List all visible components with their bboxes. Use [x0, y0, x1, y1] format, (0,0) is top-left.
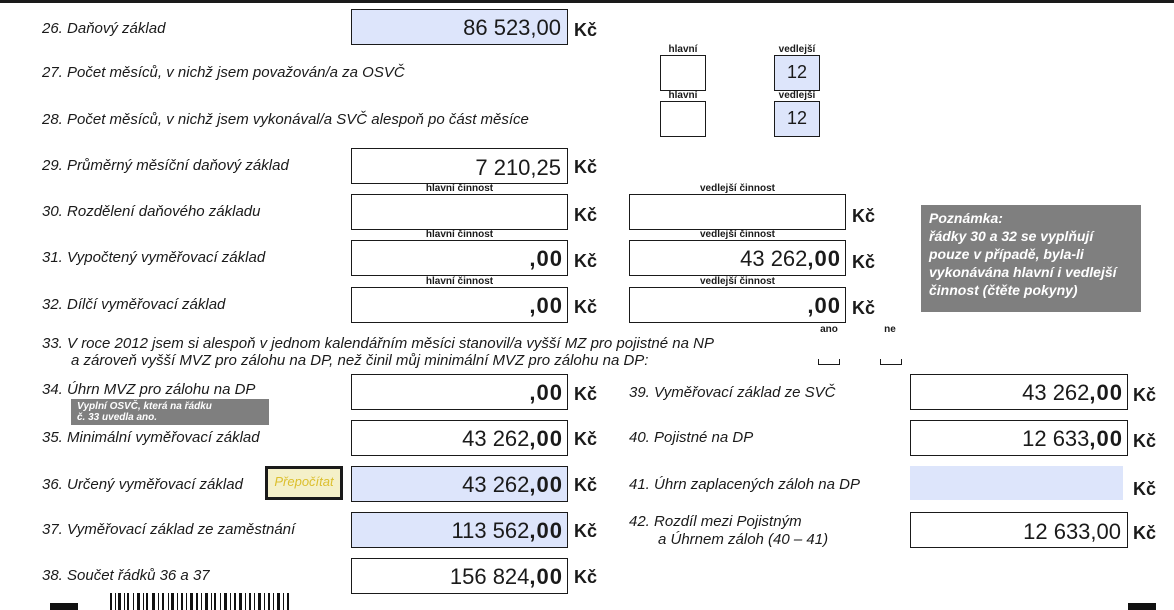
row37-int: 113 562: [451, 518, 530, 543]
row27-side-value: 12: [786, 62, 808, 82]
row36-label: 36. Určený vyměřovací základ: [42, 476, 243, 493]
row26-currency: Kč: [574, 20, 598, 40]
row34-amount: [529, 380, 563, 406]
row27-header-main: hlavní: [668, 44, 698, 55]
note-line2: řádky 30 a 32 se vyplňují: [929, 228, 1094, 244]
top-border-line: [0, 0, 1174, 3]
row31-header-side: vedlejší činnost: [699, 229, 776, 240]
row35-amount: [462, 426, 563, 452]
row32-header-main: hlavní činnost: [425, 276, 494, 287]
row31-side-dec: ,00: [807, 246, 841, 271]
row35-int: 43 262: [462, 426, 530, 451]
row42-line2: a Úhrnem záloh (40 – 41): [658, 531, 829, 548]
row26-label: 26. Daňový základ: [42, 20, 166, 37]
row30-side-field[interactable]: [629, 194, 846, 230]
row37-label: 37. Vyměřovací základ ze zaměstnání: [42, 521, 296, 538]
row31-currency-side: Kč: [852, 252, 876, 272]
row33-line2: a zároveň vyšší MVZ pro zálohu na DP, než činil můj minimální MVZ pro zálohu na DP:: [71, 352, 649, 369]
row26-field[interactable]: [351, 9, 568, 45]
row34-currency: Kč: [574, 384, 598, 404]
row37-dec: ,00: [529, 518, 563, 543]
recalculate-button[interactable]: Přepočítat: [265, 466, 343, 500]
row34-hint: [71, 399, 269, 425]
row35-dec: ,00: [529, 426, 563, 451]
row31-side-field[interactable]: [629, 240, 846, 276]
row40-label: 40. Pojistné na DP: [629, 429, 754, 446]
row27-header-side: vedlejší: [778, 44, 816, 55]
row34-field[interactable]: [351, 374, 568, 410]
row27-label: 27. Počet měsíců, v nichž jsem považován/a za OSVČ: [42, 64, 405, 81]
row37-amount: [452, 518, 564, 544]
row28-side-value: 12: [786, 108, 808, 128]
row32-side-field[interactable]: [629, 287, 846, 323]
row39-currency: Kč: [1133, 385, 1157, 405]
row28-main-field[interactable]: [660, 101, 706, 137]
registration-mark-right: [1128, 603, 1156, 610]
row39-dec: ,00: [1089, 380, 1123, 405]
row29-value: 7 210,25: [475, 155, 561, 180]
row38-field[interactable]: [351, 558, 568, 594]
row31-currency-main: Kč: [574, 251, 598, 271]
row35-currency: Kč: [574, 429, 598, 449]
row33-line1: 33. V roce 2012 jsem si alespoň v jednom kalendářním měsíci stanovil/a vyšší MZ pro pojistné na NP: [42, 335, 714, 352]
row40-currency: Kč: [1133, 431, 1157, 451]
row27-main-field[interactable]: [660, 55, 706, 91]
row31-side-int: 43 262: [740, 246, 808, 271]
row40-int: 12 633: [1022, 426, 1090, 451]
row39-int: 43 262: [1022, 380, 1090, 405]
note-line1: Poznámka:: [929, 210, 1003, 226]
row34-hint-line2: č. 33 uvedla ano.: [77, 412, 158, 423]
row38-label: 38. Součet řádků 36 a 37: [42, 567, 210, 584]
row35-label: 35. Minimální vyměřovací základ: [42, 429, 260, 446]
row40-dec: ,00: [1089, 426, 1123, 451]
row41-field[interactable]: [910, 466, 1123, 500]
row31-header-main: hlavní činnost: [425, 229, 494, 240]
row30-header-side: vedlejší činnost: [699, 183, 776, 194]
row42-line1: 42. Rozdíl mezi Pojistným: [629, 513, 802, 530]
row31-main-amount: [529, 246, 563, 272]
row40-field[interactable]: [910, 420, 1128, 456]
note-line5: činnost (čtěte pokyny): [929, 282, 1078, 298]
row30-header-main: hlavní činnost: [425, 183, 494, 194]
row38-amount: [450, 564, 563, 590]
row32-header-side: vedlejší činnost: [699, 276, 776, 287]
row36-int: 43 262: [462, 472, 530, 497]
row30-main-field[interactable]: [351, 194, 568, 230]
note-line4: vykonávána hlavní i vedlejší: [929, 264, 1117, 280]
row32-currency-main: Kč: [574, 297, 598, 317]
row38-int: 156 824: [449, 564, 530, 589]
row28-header-main: hlavní: [668, 90, 698, 101]
row29-currency: Kč: [574, 157, 598, 177]
row30-label: 30. Rozdělení daňového základu: [42, 203, 261, 220]
row38-dec: ,00: [529, 564, 563, 589]
row39-label: 39. Vyměřovací základ ze SVČ: [629, 384, 836, 401]
row32-main-field[interactable]: [351, 287, 568, 323]
row28-label: 28. Počet měsíců, v nichž jsem vykonával/a SVČ alespoň po část měsíce: [42, 111, 529, 128]
row34-label: 34. Úhrn MVZ pro zálohu na DP: [42, 381, 256, 398]
row42-value: 12 633,00: [1023, 519, 1121, 544]
row32-side-dec: ,00: [807, 293, 841, 318]
row32-main-amount: [529, 293, 563, 319]
row41-label: 41. Úhrn zaplacených záloh na DP: [629, 476, 860, 493]
row40-amount: [1022, 426, 1123, 452]
row37-currency: Kč: [574, 521, 598, 541]
row32-label: 32. Dílčí vyměřovací základ: [42, 296, 226, 313]
row39-field[interactable]: [910, 374, 1128, 410]
row28-header-side: vedlejší: [778, 90, 816, 101]
barcode: [110, 593, 290, 610]
row37-field[interactable]: [351, 512, 568, 548]
row26-value: 86 523,00: [463, 15, 561, 40]
note-box: [921, 205, 1141, 312]
row36-field[interactable]: [351, 466, 568, 502]
row33-no-label: ne: [884, 324, 896, 335]
row35-field[interactable]: [351, 420, 568, 456]
row33-yes-label: ano: [820, 324, 838, 335]
row31-main-dec: ,00: [529, 246, 563, 271]
row41-currency: Kč: [1133, 479, 1157, 499]
note-line3: pouze v případě, byla-li: [929, 246, 1084, 262]
row29-field[interactable]: [351, 148, 568, 184]
row32-currency-side: Kč: [852, 298, 876, 318]
row42-currency: Kč: [1133, 523, 1157, 543]
registration-mark-left: [50, 603, 78, 610]
row42-field[interactable]: [910, 512, 1128, 548]
row36-amount: [462, 472, 563, 498]
row30-currency-side: Kč: [852, 206, 876, 226]
row30-currency-main: Kč: [574, 205, 598, 225]
row39-amount: [1022, 380, 1123, 406]
row33-yes-checkbox[interactable]: [818, 359, 840, 365]
row31-label: 31. Vypočtený vyměřovací základ: [42, 249, 266, 266]
row31-main-field[interactable]: [351, 240, 568, 276]
row33-no-checkbox[interactable]: [880, 359, 902, 365]
row32-side-amount: [807, 293, 841, 319]
row34-hint-line1: Vyplní OSVČ, která na řádku: [77, 401, 212, 412]
row27-side-field[interactable]: [774, 55, 820, 91]
row36-currency: Kč: [574, 475, 598, 495]
row32-main-dec: ,00: [529, 293, 563, 318]
row28-side-field[interactable]: [774, 101, 820, 137]
row31-side-amount: [740, 246, 841, 272]
row34-dec: ,00: [529, 380, 563, 405]
row29-label: 29. Průměrný měsíční daňový základ: [42, 157, 289, 174]
row36-dec: ,00: [529, 472, 563, 497]
row38-currency: Kč: [574, 567, 598, 587]
